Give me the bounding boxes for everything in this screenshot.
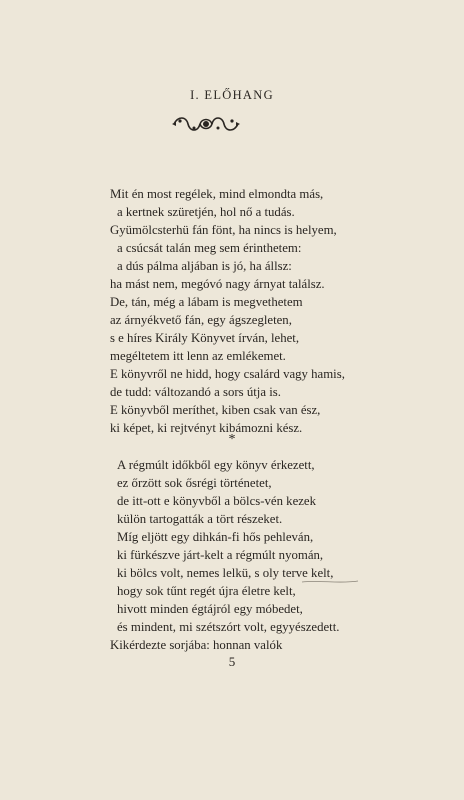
verse-line: E könyvből meríthet, kiben csak van ész, (110, 403, 321, 417)
verse-line: s e híres Király Könyvet írván, lehet, (110, 331, 300, 345)
page-number: 5 (228, 654, 236, 669)
verse-line: ki képet, ki rejtvényt kibámozni kész. (110, 421, 303, 435)
verse-line: és mindent, mi szétszórt volt, egyyészedett. (117, 620, 340, 634)
verse-line: ki bölcs volt, nemes lelkü, s oly terve kelt, (117, 566, 334, 580)
verse-line: de tudd: változandó a sors útja is. (110, 385, 281, 399)
verse-line: ha mást nem, megóvó nagy árnyat találsz. (110, 277, 325, 291)
section-separator: * (228, 432, 236, 447)
verse-line: Kikérdezte sorjába: honnan valók (110, 638, 283, 652)
section-heading: I. ELŐHANG (190, 88, 274, 102)
stanza-one (110, 185, 345, 437)
verse-line: a csúcsát talán meg sem érinthetem: (117, 241, 302, 255)
pencil-mark (300, 570, 360, 594)
verse-line: hivott minden égtájról egy móbedet, (117, 602, 303, 616)
verse-line: A régmúlt időkből egy könyv érkezett, (117, 458, 315, 472)
verse-line: E könyvről ne hidd, hogy csalárd vagy hamis, (110, 367, 345, 381)
verse-line: Míg eljött egy dihkán-fi hős pehleván, (117, 530, 314, 544)
ornament-icon (170, 112, 242, 136)
verse-line: megéltetem itt lenn az emlékemet. (110, 349, 286, 363)
verse-line: ez őrzött sok ősrégi történetet, (117, 476, 272, 490)
verse-line: a kertnek szüretjén, hol nő a tudás. (117, 205, 295, 219)
verse-line: De, tán, még a lábam is megvethetem (110, 295, 303, 309)
verse-line: az árnyékvető fán, egy ágszegleten, (110, 313, 292, 327)
verse-line: ki fürkészve járt-kelt a régmúlt nyomán, (117, 548, 324, 562)
verse-line: külön tartogatták a tört részeket. (117, 512, 283, 526)
verse-line: de itt-ott e könyvből a bölcs-vén kezek (117, 494, 317, 508)
verse-line: Gyümölcsterhü fán fönt, ha nincs is helyem, (110, 223, 337, 237)
verse-line: a dús pálma aljában is jó, ha állsz: (117, 259, 292, 273)
verse-line: Mit én most regélek, mind elmondta más, (110, 187, 324, 201)
stanza-two (110, 456, 339, 654)
verse-line: hogy sok tűnt regét újra életre kelt, (117, 584, 296, 598)
